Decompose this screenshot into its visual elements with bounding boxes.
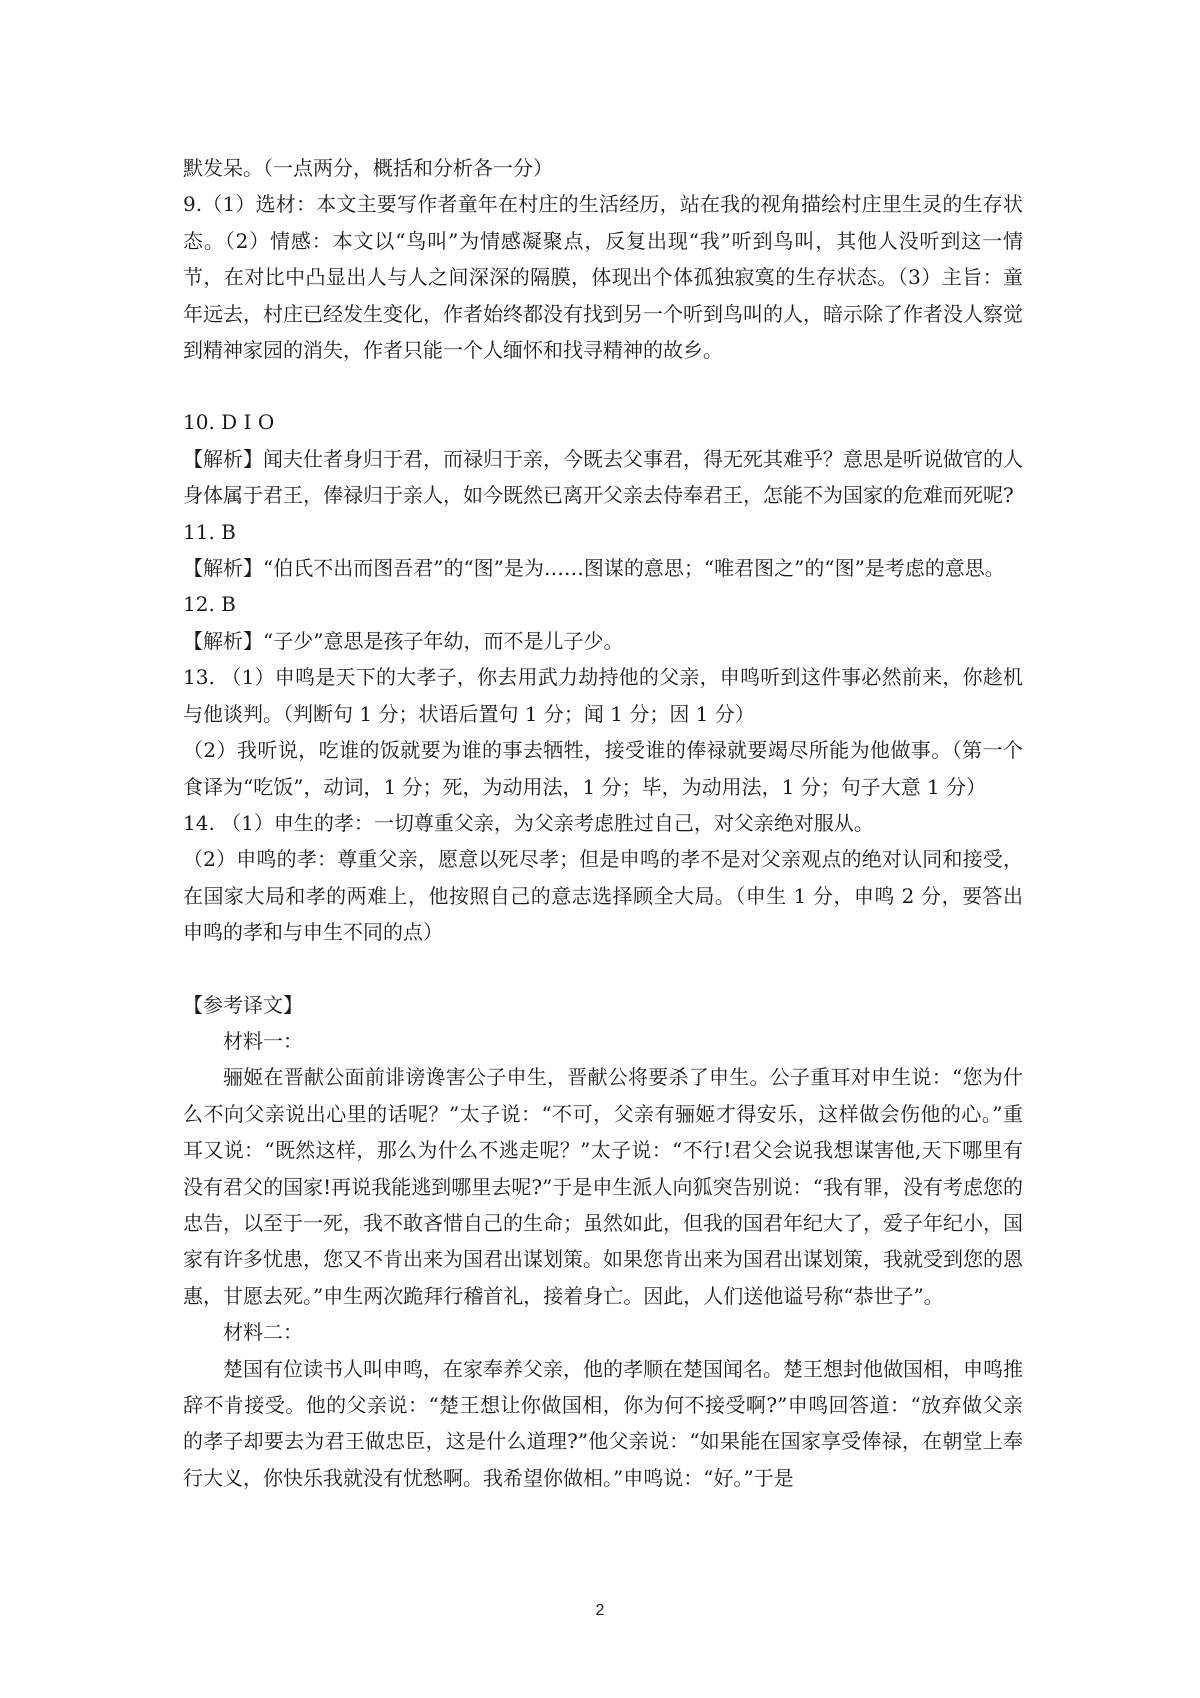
answer-10: 10. D I O xyxy=(183,410,275,435)
answer-continuation: 默发呆。（一点两分，概括和分析各一分） xyxy=(183,156,553,180)
material-2-label: 材料二： xyxy=(223,1320,303,1345)
material-1-label: 材料一： xyxy=(223,1028,303,1053)
spacer xyxy=(183,368,1023,404)
answer-11: 11. B xyxy=(183,519,236,544)
answer-13-part-1: 13. （1）申鸣是天下的大孝子，你去用武力劫持他的父亲，申鸣听到这件事必然前来，你趁机与他谈判。（判断句 1 分；状语后置句 1 分；闻 1 分；因 1 分） xyxy=(183,665,1023,726)
analysis-10: 【解析】闻夫仕者身归于君，而禄归于亲，今既去父事君，得无死其难乎？意思是听说做官的人身体属于君王，俸禄归于亲人，如今既然已离开父亲去侍奉君王，怎能不为国家的危难而死呢? xyxy=(183,446,1023,508)
answer-12: 12. B xyxy=(183,592,236,617)
translation-heading: 【参考译文】 xyxy=(183,992,303,1017)
spacer xyxy=(183,951,1023,987)
answer-14-part-1: 14. （1）申生的孝：一切尊重父亲，为父亲考虑胜过自己，对父亲绝对服从。 xyxy=(183,810,874,835)
analysis-11: 【解析】“伯氏不出而图吾君”的“图”是为……图谋的意思；“唯君图之”的“图”是考虑的意思。 xyxy=(183,556,1005,581)
answer-9: 9.（1）选材：本文主要写作者童年在村庄的生活经历，站在我的视角描绘村庄里生灵的生存状态。（2）情感：本文以“鸟叫”为情感凝聚点，反复出现“我”听到鸟叫，其他人没听到这一情节，在对比中凸显出人与人之间深深的隔膜，体现出个体孤独寂寞的生存状态。（3）主旨：童年远去，村庄已经发生变化，作者始终都没有找到另一个听到鸟叫的人，暗示除了作者没人察觉到精神家园的消失，作者只能一个人缅怀和找寻精神的故乡。 xyxy=(183,192,1023,363)
page-number: 2 xyxy=(595,1602,605,1619)
answer-13-part-2: （2）我听说，吃谁的饭就要为谁的事去牺牲，接受谁的俸禄就要竭尽所能为他做事。（第一个食译为“吃饭”，动词，1 分；死，为动用法，1 分；毕，为动用法，1 分；句子大意 1 分） xyxy=(183,738,1023,799)
answer-14-part-2: （2）申鸣的孝：尊重父亲，愿意以死尽孝；但是申鸣的孝不是对父亲观点的绝对认同和接受，在国家大局和孝的两难上，他按照自己的意志选择顾全大局。（申生 1 分，申鸣 2 分，要答出申鸣的孝和与申生不同的点） xyxy=(183,847,1023,945)
page-content xyxy=(183,150,1023,1496)
analysis-12: 【解析】“子少”意思是孩子年幼，而不是儿子少。 xyxy=(183,628,624,653)
material-1-text: 骊姬在晋献公面前诽谤谗害公子申生，晋献公将要杀了申生。公子重耳对申生说：“您为什么不向父亲说出心里的话呢？”太子说：“不可，父亲有骊姬才得安乐，这样做会伤他的心。”重耳又说：“既然这样，那么为什么不逃走呢？”太子说：“不行!君父会说我想谋害他,天下哪里有没有君父的国家!再说我能逃到哪里去呢?”于是申生派人向狐突告别说：“我有罪，没有考虑您的忠告，以至于一死，我不敢吝惜自己的生命；虽然如此，但我的国君年纪大了，爱子年纪小，国家有许多忧患，您又不肯出来为国君出谋划策。如果您肯出来为国君出谋划策，我就受到您的恩惠，甘愿去死。”申生两次跪拜行稽首礼，接着身亡。因此，人们送他谥号称“恭世子”。 xyxy=(183,1065,1023,1308)
material-2-text: 楚国有位读书人叫申鸣，在家奉养父亲，他的孝顺在楚国闻名。楚王想封他做国相，申鸣推辞不肯接受。他的父亲说：“楚王想让你做国相，你为何不接受啊?”申鸣回答道：“放弃做父亲的孝子却要去为君王做忠臣，这是什么道理?”他父亲说：“如果能在国家享受俸禄，在朝堂上奉行大义，你快乐我就没有忧愁啊。我希望你做相。”申鸣说：“好。”于是 xyxy=(183,1356,1023,1490)
